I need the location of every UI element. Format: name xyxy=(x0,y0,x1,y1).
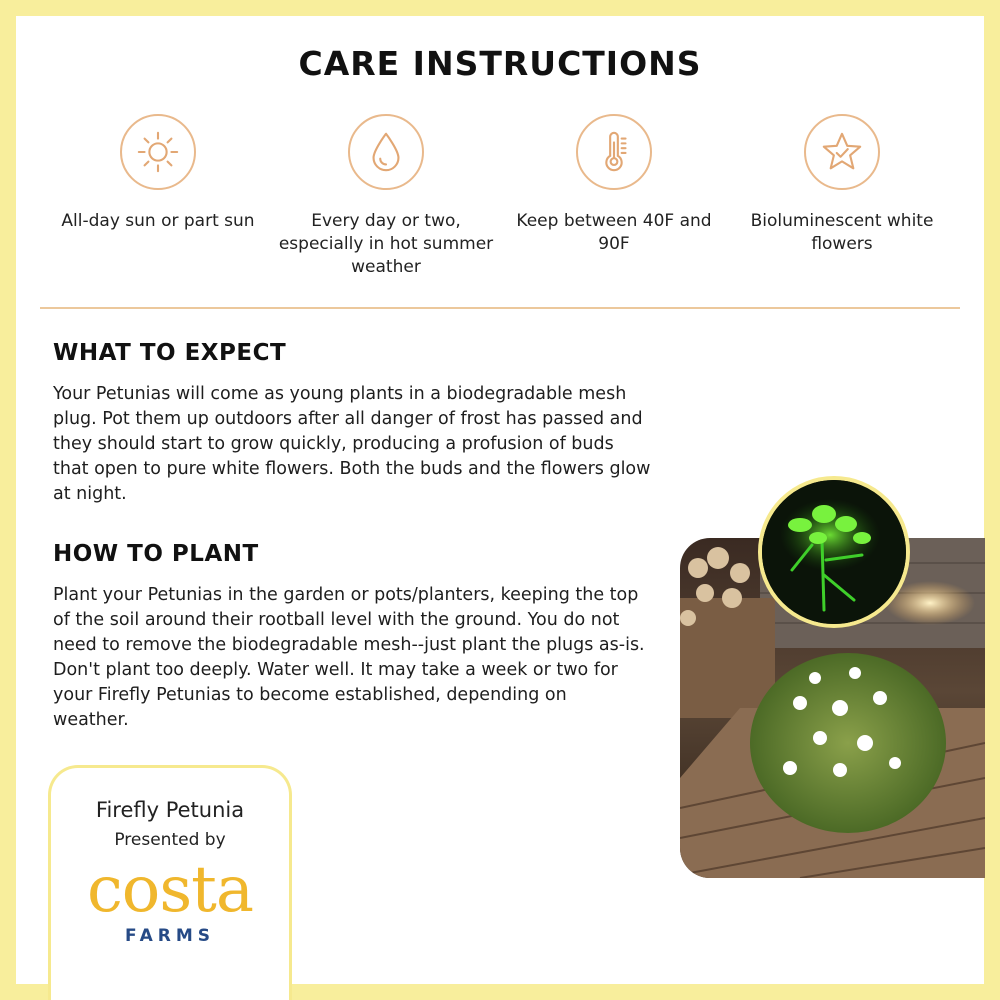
star-icon xyxy=(804,114,880,190)
costa-farms-logo: costa xyxy=(86,853,254,927)
plant-body: Plant your Petunias in the garden or pots/planters, keeping the top of the soil around their rootball level with the ground. You do not need to remove the biodegradable mesh--just plant the plugs as-is. Don't plant too deeply. Water well. It may take a week or two for your Firefly Petunias to become established, depending on weather. xyxy=(53,585,645,730)
sun-icon xyxy=(120,114,196,190)
care-sun-text: All-day sun or part sun xyxy=(61,211,255,231)
care-item-temperature xyxy=(504,114,724,256)
water-drop-icon xyxy=(348,114,424,190)
glowing-flowers-inset xyxy=(758,476,910,628)
brand-card xyxy=(48,765,292,1000)
thermometer-icon xyxy=(576,114,652,190)
product-name: Firefly Petunia xyxy=(95,798,245,822)
care-item-water xyxy=(276,114,496,279)
page-title: CARE INSTRUCTIONS xyxy=(298,44,702,83)
presented-by-label: Presented by xyxy=(114,830,226,850)
care-item-sun xyxy=(48,114,268,233)
plant-heading: HOW TO PLANT xyxy=(53,541,259,567)
care-water-text: Every day or two, especially in hot summer weather xyxy=(278,211,494,277)
care-flowers-text: Bioluminescent white flowers xyxy=(750,211,934,254)
expect-heading: WHAT TO EXPECT xyxy=(53,340,287,366)
care-item-flowers xyxy=(732,114,952,256)
costa-farms-logo-sub: FARMS xyxy=(124,926,216,946)
section-divider xyxy=(40,307,960,309)
expect-body: Your Petunias will come as young plants in a biodegradable mesh plug. Pot them up outdoors after all danger of frost has passed and they should start to grow quickly, producing a profusion of buds that open to pure white flowers. Both the buds and the flowers glow at night. xyxy=(53,384,651,504)
care-temperature-text: Keep between 40F and 90F xyxy=(516,211,712,254)
